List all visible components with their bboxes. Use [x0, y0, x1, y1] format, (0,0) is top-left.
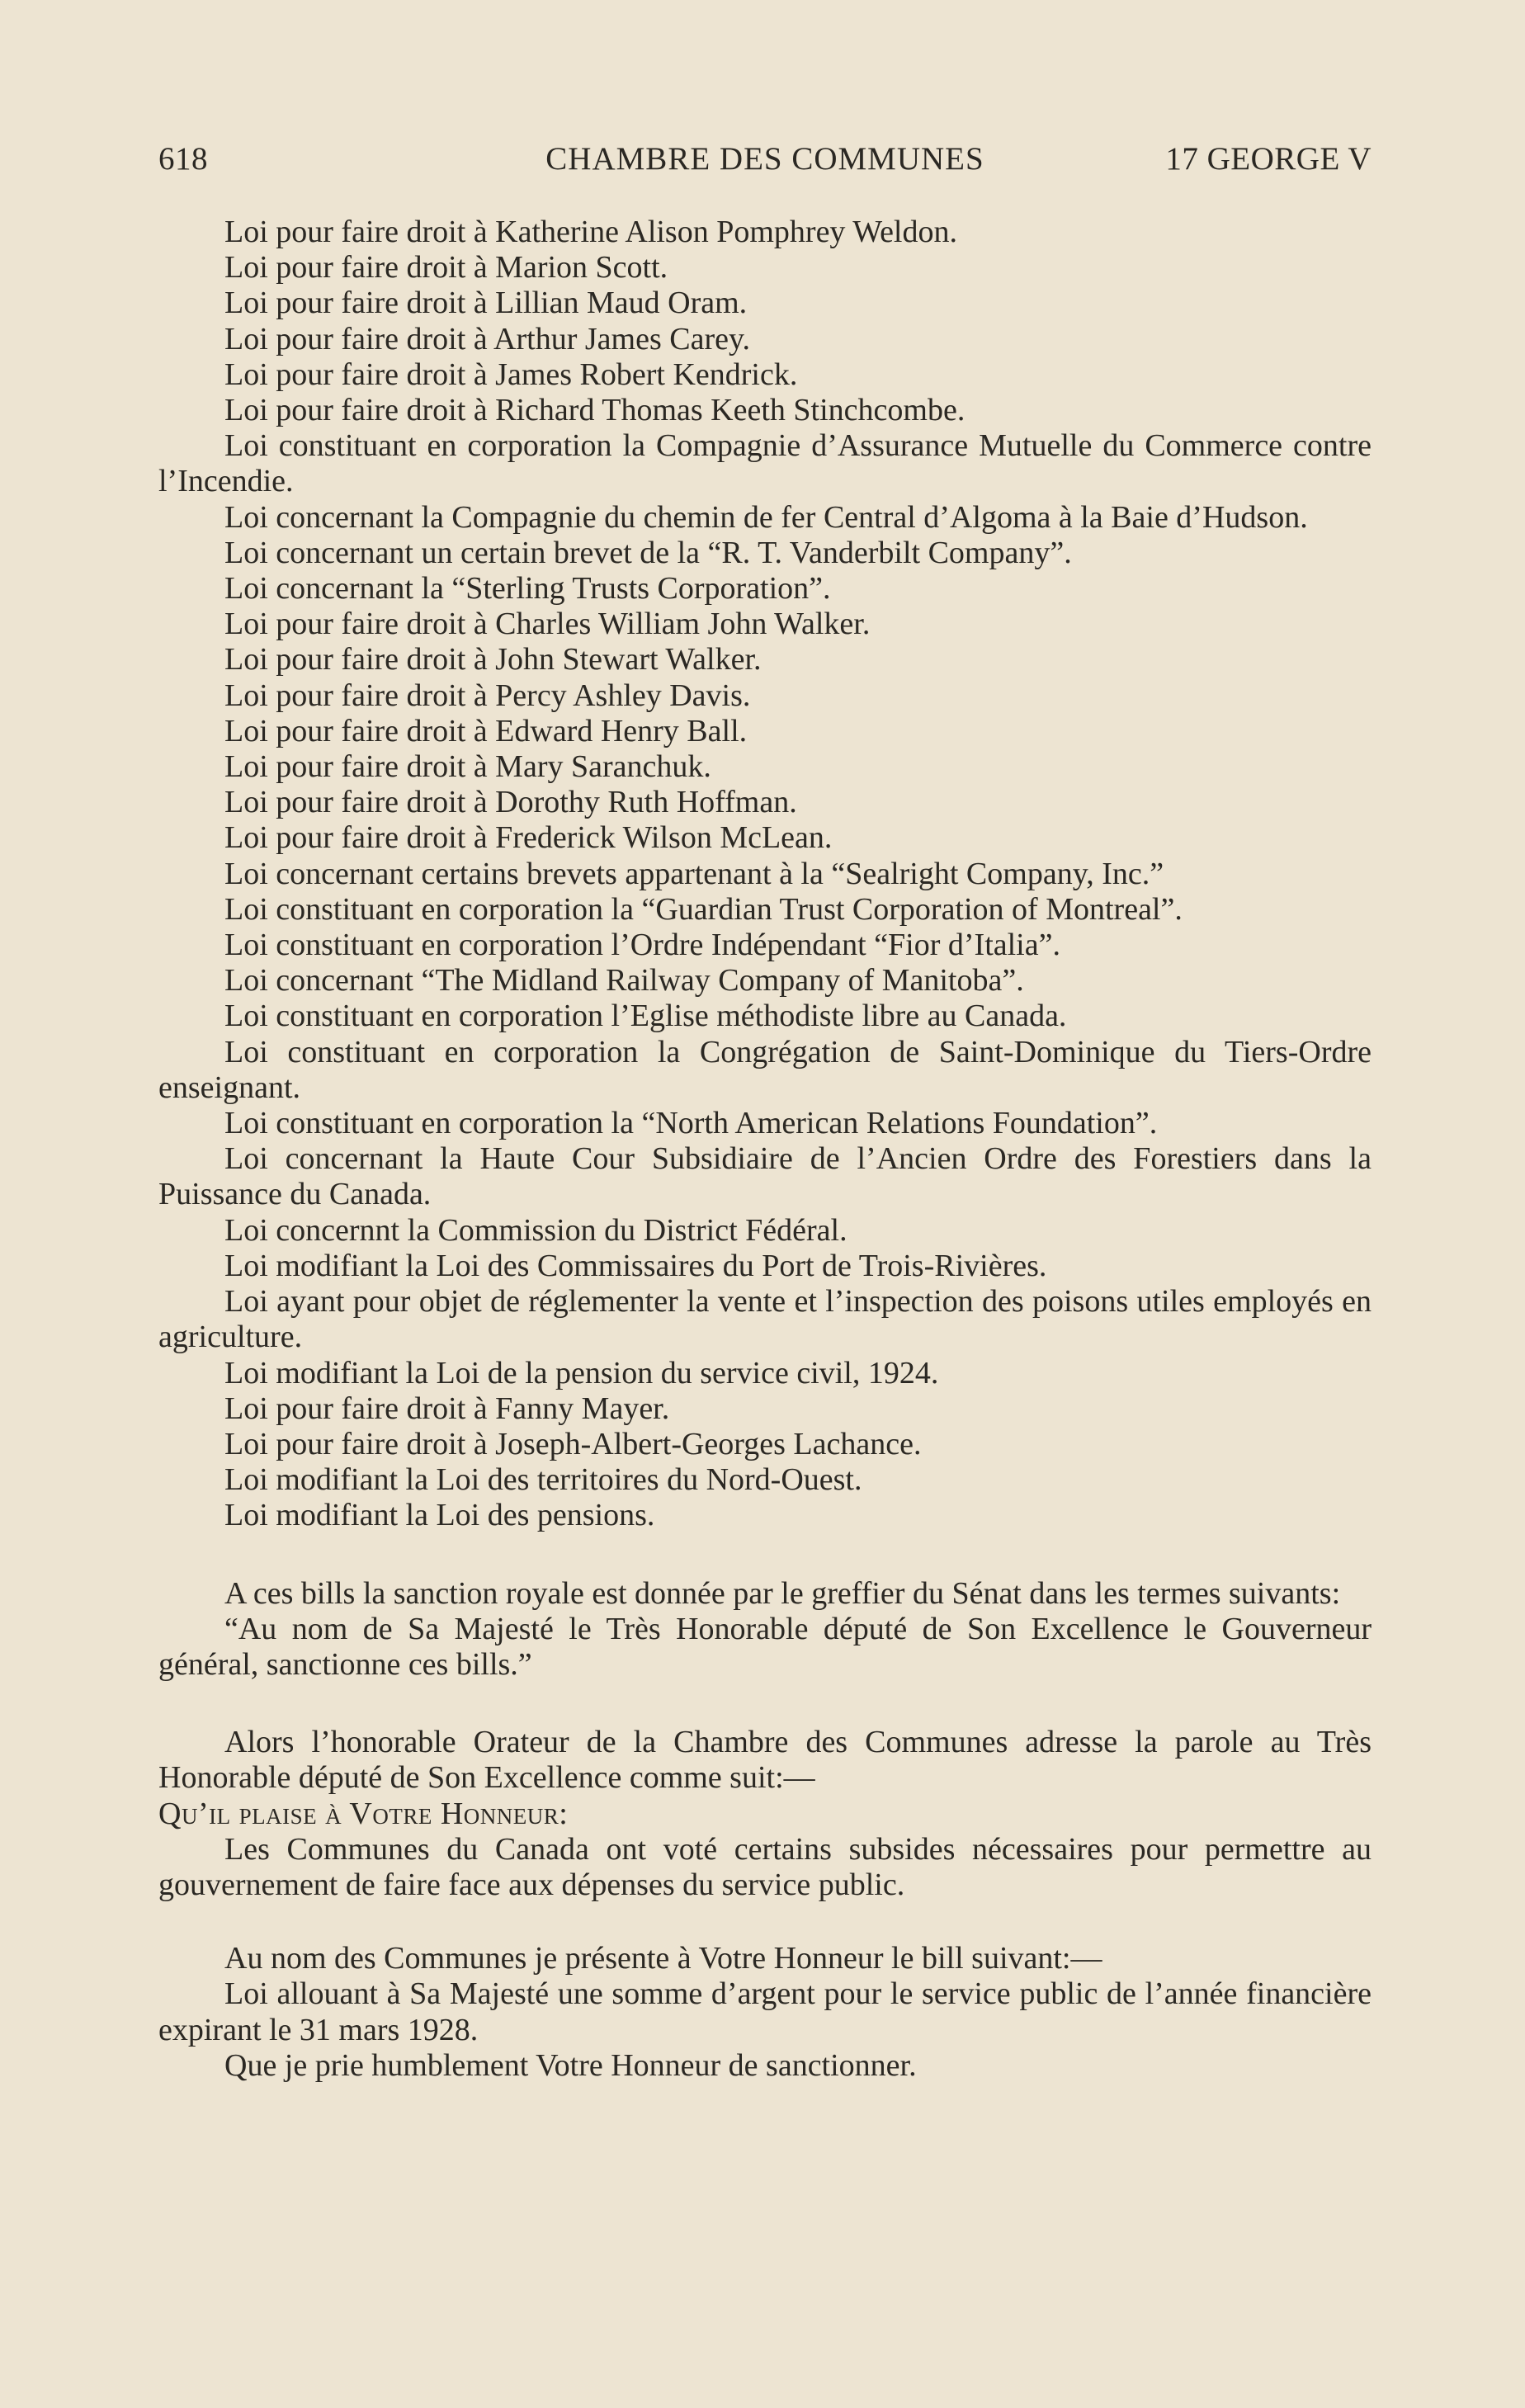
- bill-item: Loi pour faire droit à Richard Thomas Keeth Stinchcombe.: [224, 393, 966, 428]
- bill-item: Loi constituant en corporation l’Eglise méthodiste libre au Canada.: [224, 999, 1067, 1034]
- running-title: CHAMBRE DES COMMUNES: [545, 141, 984, 177]
- bill-item: Loi constituant en corporation la Congrégation de Saint-Dominique du Tiers-Ordre enseignant.: [158, 1034, 1372, 1105]
- sanction-intro-paragraph: A ces bills la sanction royale est donnée par le greffier du Sénat dans les termes suivants:: [224, 1575, 1341, 1611]
- bill-item: Loi pour faire droit à Arthur James Carey.: [224, 321, 751, 356]
- speaker-intro-paragraph: Alors l’honorable Orateur de la Chambre des Communes adresse la parole au Très Honorable député de Son Excellence comme suit:—: [158, 1725, 1372, 1796]
- sanction-quote-paragraph: “Au nom de Sa Majesté le Très Honorable député de Son Excellence le Gouverneur général, sanctionne ces bills.”: [158, 1611, 1372, 1682]
- bill-item: Loi modifiant la Loi des Commissaires du Port de Trois-Rivières.: [224, 1248, 1047, 1283]
- bill-item: Loi pour faire droit à John Stewart Walker.: [224, 642, 762, 678]
- bill-list: [158, 215, 1372, 1534]
- bill-item: Loi pour faire droit à Mary Saranchuk.: [224, 749, 711, 785]
- bill-item: Loi pour faire droit à Lillian Maud Oram.: [224, 286, 748, 321]
- bill-item: Loi pour faire droit à Frederick Wilson McLean.: [224, 820, 833, 856]
- bill-item: Loi concernant certains brevets appartenant à la “Sealright Company, Inc.”: [224, 856, 1164, 891]
- bill-item: Loi constituant en corporation la Compagnie d’Assurance Mutuelle du Commerce contre l’Incendie.: [158, 428, 1372, 499]
- bill-item: Loi pour faire droit à Katherine Alison Pomphrey Weldon.: [224, 215, 957, 249]
- bill-item: Loi constituant en corporation l’Ordre Indépendant “Fior d’Italia”.: [224, 928, 1060, 963]
- salutation: Qu’il plaise à Votre Honneur:: [158, 1796, 569, 1831]
- supply-bill-paragraph: Loi allouant à Sa Majesté une somme d’argent pour le service public de l’année financière expirant le 31 mars 1928.: [158, 1976, 1372, 2047]
- bill-item: Loi concernant la Compagnie du chemin de fer Central d’Algoma à la Baie d’Hudson.: [224, 499, 1308, 535]
- bill-item: Loi concernant un certain brevet de la “R. T. Vanderbilt Company”.: [224, 535, 1072, 570]
- bill-item: Loi pour faire droit à Edward Henry Ball.: [224, 713, 748, 748]
- page-header: [158, 140, 1372, 187]
- bill-item: Loi modifiant la Loi de la pension du service civil, 1924.: [224, 1355, 939, 1391]
- bill-item: Loi pour faire droit à Charles William John Walker.: [224, 607, 871, 642]
- bill-item: Loi concernant la “Sterling Trusts Corporation”.: [224, 571, 831, 607]
- presentation-paragraph: Au nom des Communes je présente à Votre Honneur le bill suivant:—: [224, 1941, 1102, 1976]
- bill-item: Loi modifiant la Loi des pensions.: [224, 1498, 655, 1533]
- bill-item: Loi pour faire droit à Joseph-Albert-Georges Lachance.: [224, 1426, 922, 1461]
- bill-item: Loi concernant la Haute Cour Subsidiaire de l’Ancien Ordre des Forestiers dans la Puissance du Canada.: [158, 1141, 1372, 1212]
- closing-paragraph: Que je prie humblement Votre Honneur de sanctionner.: [224, 2047, 917, 2083]
- bill-item: Loi pour faire droit à James Robert Kendrick.: [224, 356, 798, 392]
- page-number: 618: [158, 141, 208, 177]
- bill-item: Loi constituant en corporation la “North American Relations Foundation”.: [224, 1106, 1158, 1141]
- bill-item: Loi concernnt la Commission du District Fédéral.: [224, 1212, 847, 1248]
- supply-paragraph: Les Communes du Canada ont voté certains subsides nécessaires pour permettre au gouvernement de faire face aux dépenses du service public.: [158, 1831, 1372, 1902]
- body-text: [158, 215, 1372, 2084]
- bill-item: Loi pour faire droit à Marion Scott.: [224, 250, 668, 286]
- bill-item: Loi modifiant la Loi des territoires du Nord-Ouest.: [224, 1462, 862, 1498]
- bill-item: Loi pour faire droit à Percy Ashley Davis.: [224, 678, 751, 713]
- session-label: 17 GEORGE V: [1165, 141, 1372, 177]
- bill-item: Loi ayant pour objet de réglementer la vente et l’inspection des poisons utiles employés en agriculture.: [158, 1284, 1372, 1355]
- bill-item: Loi concernant “The Midland Railway Company of Manitoba”.: [224, 963, 1024, 999]
- bill-item: Loi pour faire droit à Dorothy Ruth Hoffman.: [224, 785, 797, 820]
- document-page: [158, 140, 1372, 2084]
- bill-item: Loi constituant en corporation la “Guardian Trust Corporation of Montreal”.: [224, 891, 1183, 927]
- bill-item: Loi pour faire droit à Fanny Mayer.: [224, 1391, 670, 1426]
